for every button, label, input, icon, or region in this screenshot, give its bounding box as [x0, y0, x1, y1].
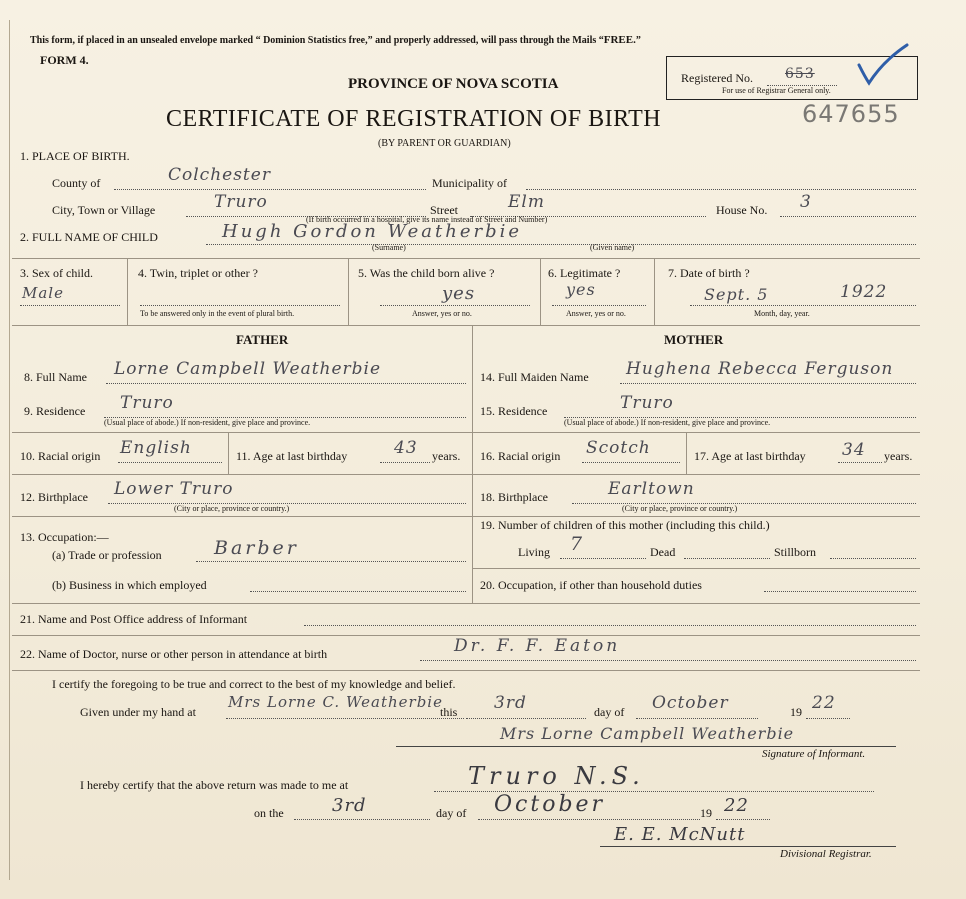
given-year-value: 22: [812, 693, 836, 713]
city-label: City, Town or Village: [52, 203, 156, 217]
father-residence-label: 9. Residence: [24, 404, 86, 418]
given-label: Given under my hand at: [80, 705, 196, 719]
registrar-caption: Divisional Registrar.: [780, 848, 872, 860]
father-age-value: 43: [394, 438, 418, 458]
father-racial-label: 10. Racial origin: [20, 449, 101, 463]
dob-note: Month, day, year.: [754, 309, 810, 318]
city-value: Truro: [214, 192, 268, 212]
mail-note-free: FREE.: [603, 34, 636, 46]
given-year-prefix: 19: [790, 705, 802, 719]
mother-heading: MOTHER: [664, 332, 724, 347]
dob-year: 1922: [840, 282, 888, 302]
mother-age-label: 17. Age at last birthday: [694, 449, 806, 463]
return-year-prefix: 19: [700, 806, 712, 820]
certificate-number: 647655: [802, 100, 900, 128]
mail-note-text: This form, if placed in an unsealed envelope marked “ Dominion Statistics free,” and properly addressed, will pass through the Mails “: [30, 35, 604, 46]
father-age-unit: years.: [432, 449, 461, 463]
on-the-label: on the: [254, 806, 284, 820]
business-label: (b) Business in which employed: [52, 578, 207, 592]
children-label: 19. Number of children of this mother (including this child.): [480, 518, 770, 532]
return-month-value: October: [494, 792, 606, 817]
street-label: Street: [430, 203, 458, 217]
mother-racial-label: 16. Racial origin: [480, 449, 561, 463]
house-value: 3: [800, 192, 812, 212]
given-name-caption: (Given name): [590, 243, 635, 252]
child-name-label: 2. FULL NAME OF CHILD: [20, 230, 158, 244]
legitimate-label: 6. Legitimate ?: [548, 266, 621, 280]
province-heading: PROVINCE OF NOVA SCOTIA: [348, 76, 559, 92]
return-day-of-label: day of: [436, 806, 467, 820]
return-year-value: 22: [724, 795, 749, 816]
this-label: this: [440, 705, 458, 719]
father-birthplace-value: Lower Truro: [114, 479, 234, 499]
father-residence-value: Truro: [120, 393, 174, 413]
registrar-use-note: For use of Registrar General only.: [722, 86, 831, 95]
legitimate-value: yes: [566, 280, 596, 299]
father-racial-value: English: [120, 438, 192, 458]
check-mark-icon: [853, 43, 913, 95]
registered-box: [666, 56, 918, 100]
father-residence-note: (Usual place of abode.) If non-resident, give place and province.: [104, 418, 311, 427]
hospital-note: (If birth occurred in a hospital, give its name instead of Street and Number): [306, 215, 548, 224]
sex-value: Male: [22, 284, 64, 302]
mother-name-label: 14. Full Maiden Name: [480, 370, 589, 384]
mother-birthplace-value: Earltown: [608, 479, 695, 499]
given-day-of-label: day of: [594, 705, 625, 719]
father-birthplace-note: (City or place, province or country.): [174, 504, 290, 513]
municipality-label: Municipality of: [432, 176, 507, 190]
mother-age-unit: years.: [884, 449, 913, 463]
dob-label: 7. Date of birth ?: [668, 266, 750, 280]
trade-label: (a) Trade or profession: [52, 548, 162, 562]
return-place-value: Truro N.S.: [468, 762, 645, 790]
certificate-title: CERTIFICATE OF REGISTRATION OF BIRTH: [166, 106, 662, 132]
informant-signature-caption: Signature of Informant.: [762, 748, 866, 760]
return-day-value: 3rd: [332, 795, 367, 816]
living-value: 7: [570, 533, 584, 555]
mother-birthplace-label: 18. Birthplace: [480, 490, 548, 504]
mother-residence-value: Truro: [620, 393, 674, 413]
county-value: Colchester: [168, 165, 271, 185]
father-name-label: 8. Full Name: [24, 370, 87, 384]
father-occupation-label: 13. Occupation:—: [20, 530, 109, 544]
county-label: County of: [52, 176, 101, 190]
given-month-value: October: [652, 693, 729, 713]
legitimate-note: Answer, yes or no.: [566, 309, 626, 318]
mail-note: [30, 34, 641, 46]
father-birthplace-label: 12. Birthplace: [20, 490, 88, 504]
registrar-signature: E. E. McNutt: [614, 824, 746, 845]
mother-name-value: Hughena Rebecca Ferguson: [626, 359, 894, 379]
registered-value: 653: [785, 66, 815, 82]
mother-age-value: 34: [842, 440, 866, 460]
stillborn-label: Stillborn: [774, 545, 817, 559]
place-section-label: 1. PLACE OF BIRTH.: [20, 149, 130, 163]
living-label: Living: [518, 545, 550, 559]
father-age-label: 11. Age at last birthday: [236, 449, 348, 463]
certify-statement: I certify the foregoing to be true and correct to the best of my knowledge and belief.: [52, 677, 456, 691]
sex-label: 3. Sex of child.: [20, 266, 93, 280]
alive-note: Answer, yes or no.: [412, 309, 472, 318]
doctor-value: Dr. F. F. Eaton: [454, 636, 621, 656]
child-name-value: Hugh Gordon Weatherbie: [222, 221, 523, 242]
registered-label: Registered No.: [681, 71, 753, 85]
twin-label: 4. Twin, triplet or other ?: [138, 266, 258, 280]
father-heading: FATHER: [236, 332, 289, 347]
mother-birthplace-note: (City or place, province or country.): [622, 504, 738, 513]
doctor-label: 22. Name of Doctor, nurse or other person in attendance at birth: [20, 647, 328, 661]
father-name-value: Lorne Campbell Weatherbie: [114, 359, 382, 379]
alive-value: yes: [442, 283, 476, 304]
house-label: House No.: [716, 203, 768, 217]
given-day-value: 3rd: [494, 693, 527, 713]
informant-signature: Mrs Lorne Campbell Weatherbie: [500, 724, 795, 743]
dob-month-day: Sept. 5: [704, 285, 769, 304]
mother-residence-note: (Usual place of abode.) If non-resident, give place and province.: [564, 418, 771, 427]
informant-label: 21. Name and Post Office address of Informant: [20, 612, 248, 626]
certificate-subtitle: (BY PARENT OR GUARDIAN): [378, 138, 511, 149]
mother-racial-value: Scotch: [586, 438, 651, 458]
return-label: I hereby certify that the above return was made to me at: [80, 778, 349, 792]
mail-note-close: ”: [635, 35, 641, 46]
surname-caption: (Surname): [372, 243, 406, 252]
mother-occupation-label: 20. Occupation, if other than household duties: [480, 578, 702, 592]
twin-note: To be answered only in the event of plural birth.: [140, 309, 295, 318]
form-number: FORM 4.: [40, 53, 89, 67]
given-place-value: Mrs Lorne C. Weatherbie: [228, 693, 443, 711]
trade-value: Barber: [214, 537, 299, 559]
mother-residence-label: 15. Residence: [480, 404, 548, 418]
dead-label: Dead: [650, 545, 676, 559]
alive-label: 5. Was the child born alive ?: [358, 266, 495, 280]
street-value: Elm: [508, 192, 545, 212]
